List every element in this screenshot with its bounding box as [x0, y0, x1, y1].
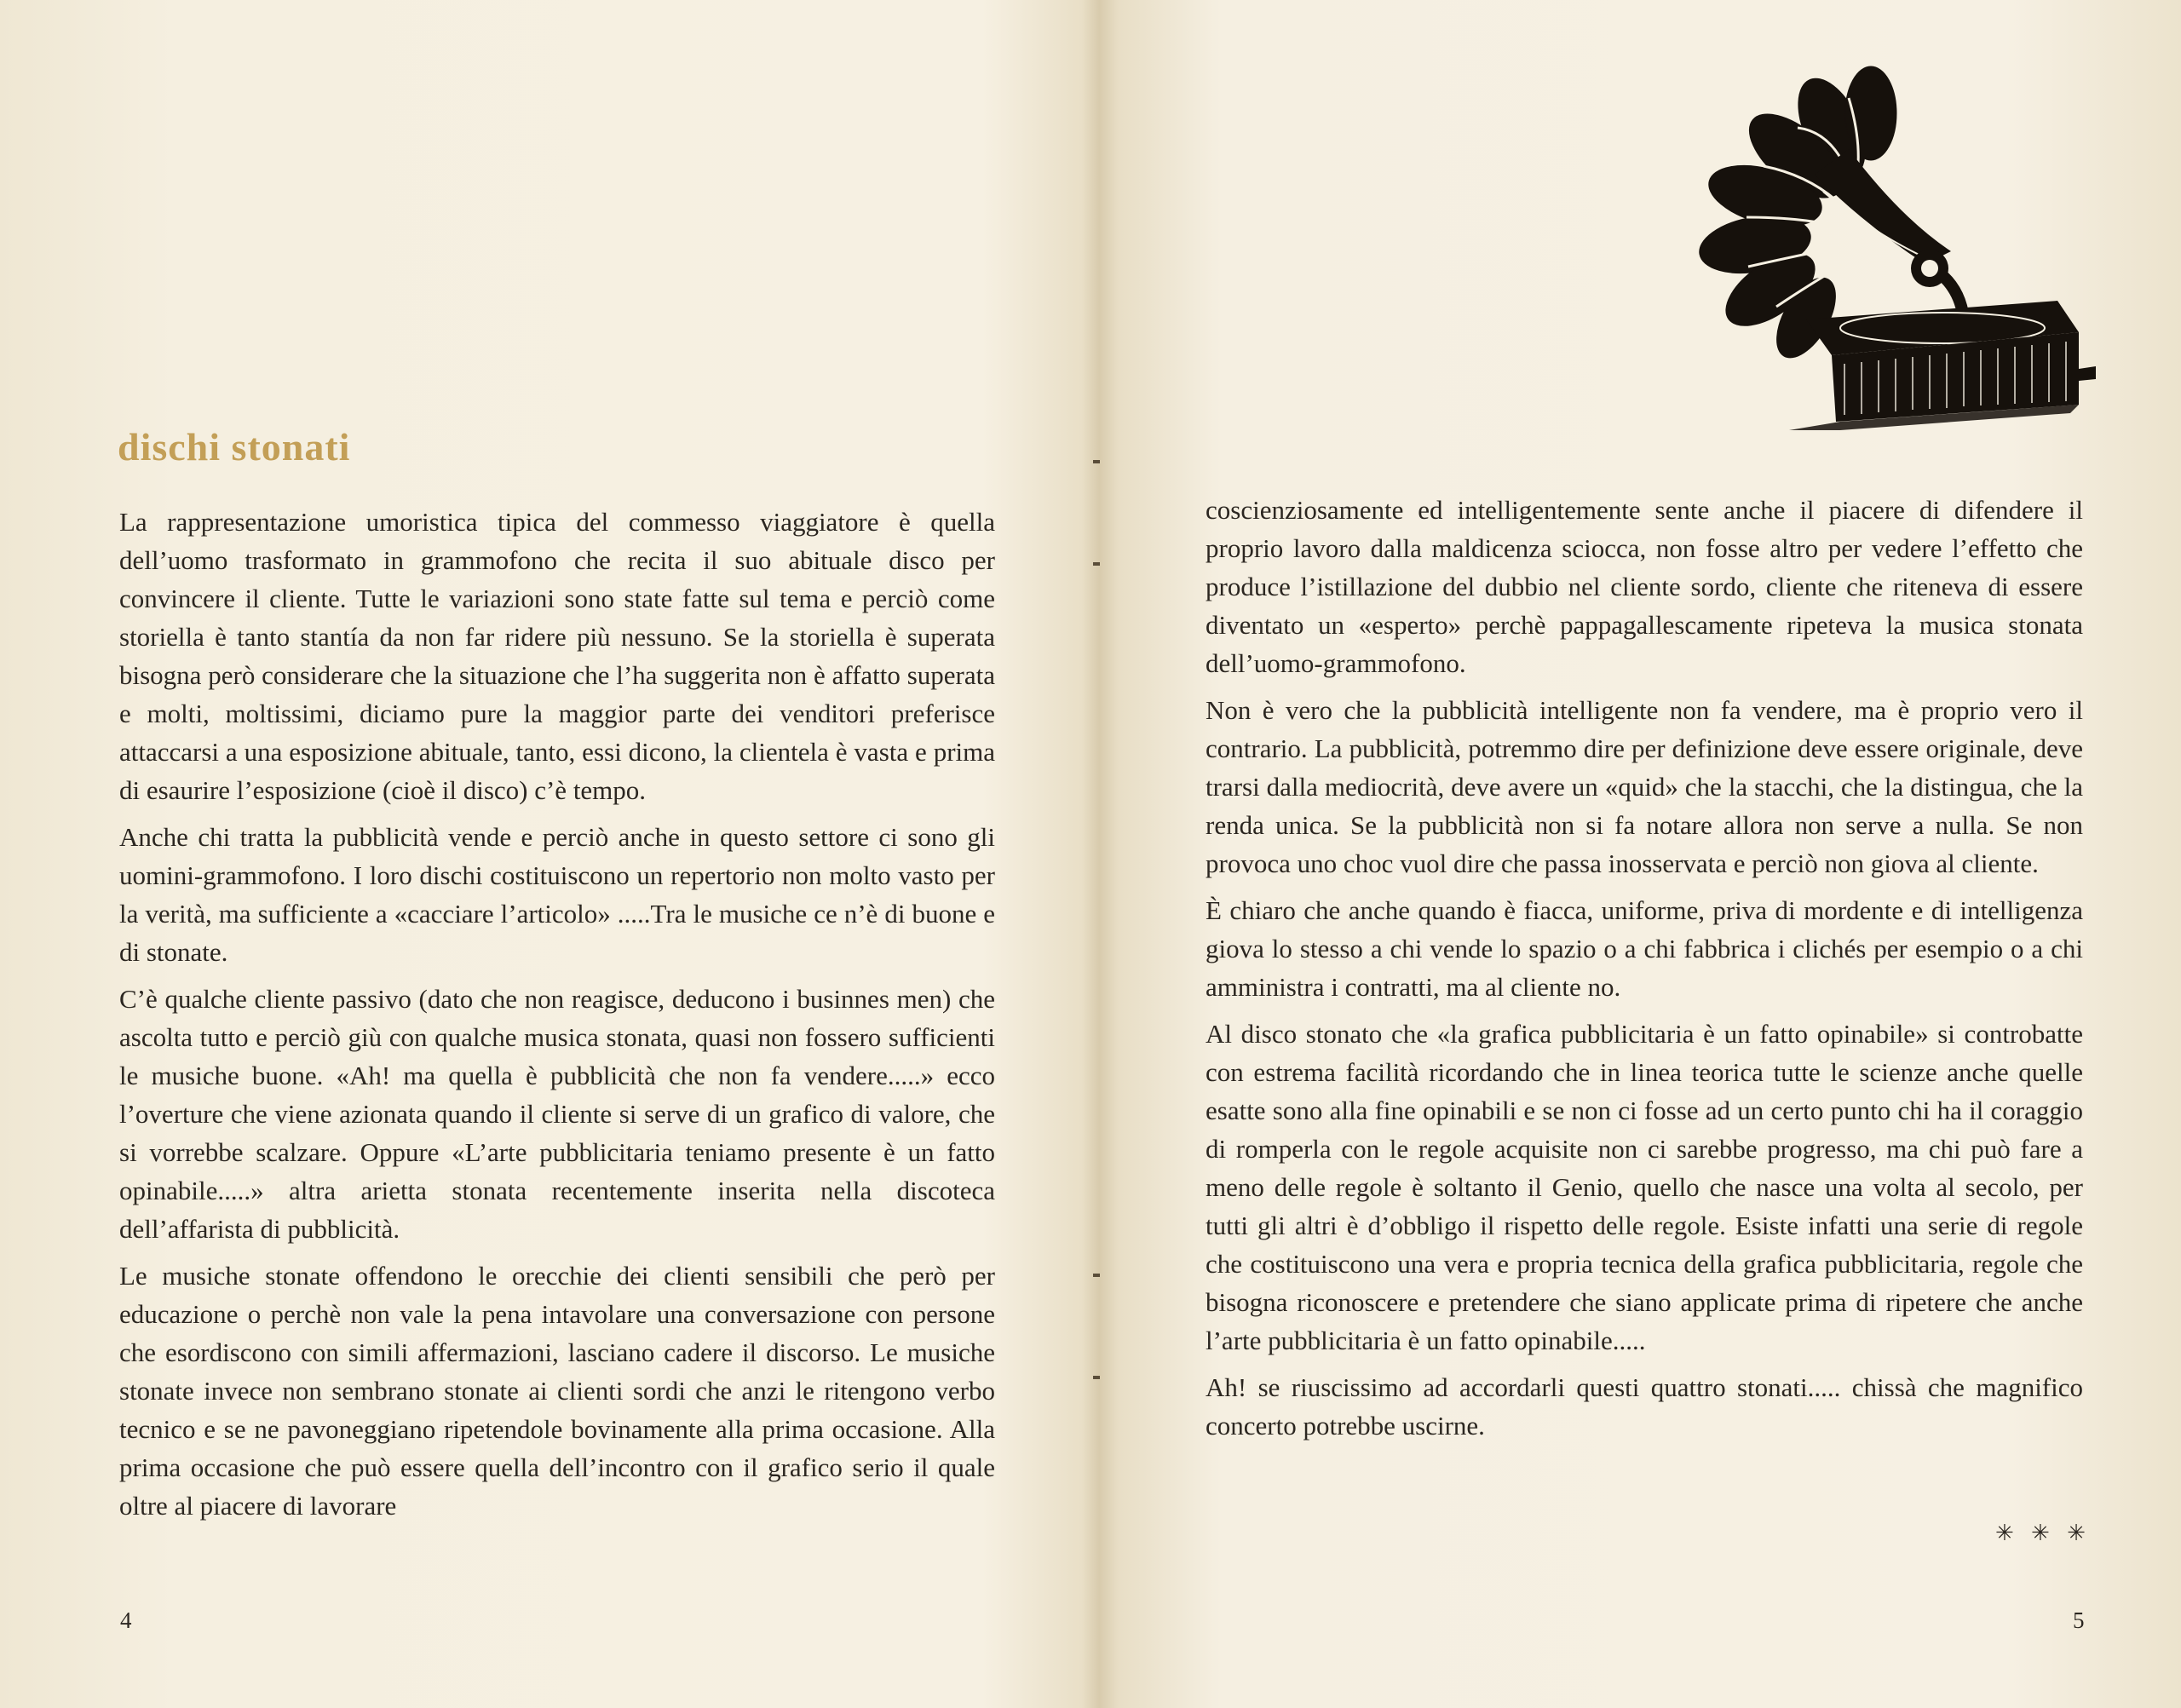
page-number: 4 [120, 1607, 132, 1633]
article-title: dischi stonati [118, 425, 351, 469]
left-page [0, 0, 1082, 1708]
page-number: 5 [2073, 1607, 2085, 1633]
paragraph: Anche chi tratta la pubblicità vende e perciò anche in questo settore ci sono gli uomini-grammofono. I loro dischi costituiscono un repertorio non molto vasto per la verità, ma sufficiente a «cacciare l’articolo» .....Tra le musiche ce n’è di buone e di stonate. [119, 822, 995, 967]
paragraph: coscienziosamente ed intelligentemente sente anche il piacere di difendere il proprio lavoro dalla maldicenza sciocca, non fosse altro per vedere l’effetto che produce l’istillazione del dubbio nel cliente sordo, cliente che riteneva di essere diventato un «esperto» perchè pappagallescamente ripeteva la musica stonata dell’uomo-grammofono. [1206, 495, 2083, 678]
paragraph: È chiaro che anche quando è fiacca, uniforme, priva di mordente e di intelligenza giova lo stesso a chi vende lo spazio o a chi fabbrica i clichés per esempio o a chi amministra i contratti, ma al cliente no. [1206, 895, 2083, 1002]
paragraph: Le musiche stonate offendono le orecchie dei clienti sensibili che però per educazione o perchè non vale la pena intavolare una conversazione con persone che esordiscono con simili affermazioni, lasciano cadere il discorso. Le musiche stonate invece non sembrano stonate ai clienti sordi che anzi le ritengono verbo tecnico e se ne pavoneggiano ripetendole bovinamente alla prima occasione. Alla prima occasione che può essere quella dell’incontro con il grafico serio il quale oltre al piacere di lavorare [119, 1261, 995, 1521]
paragraph: Ah! se riuscissimo ad accordarli questi quattro stonati..... chissà che magnifico concerto potrebbe uscirne. [1206, 1372, 2083, 1441]
paragraph: C’è qualche cliente passivo (dato che non reagisce, deducono i businnes men) che ascolta tutto e perciò giù con qualche musica stonata, quasi non fossero sufficienti le musiche buone. «Ah! ma quella è pubblicità che non fa vendere.....» ecco l’overture che viene azionata quando il cliente si serve di un grafico di valore, che si vorrebbe scalzare. Oppure «L’arte pubblicitaria teniamo presente è un fatto opinabile.....» altra arietta stonata recentemente inserita nella discoteca dell’affarista di pubblicità. [119, 984, 995, 1244]
left-body-text [119, 503, 995, 1533]
gramophone-illustration [1670, 47, 2096, 430]
section-ornament: ✳ ✳ ✳ [1995, 1521, 2091, 1546]
paragraph: La rappresentazione umoristica tipica del commesso viaggiatore è quella dell’uomo trasformato in grammofono che recita il suo abituale disco per convincere il cliente. Tutte le variazioni sono state fatte sul tema e perciò come storiella è tanto stantía da non far ridere più nessuno. Se la storiella è superata bisogna però considerare che la situazione che l’ha suggerita non è affatto superata e molti, moltissimi, diciamo pure la maggior parte dei venditori preferisce attaccarsi a una esposizione abituale, tanto, essi dicono, la clientela è vasta e prima di esaurire l’esposizione (cioè il disco) c’è tempo. [119, 507, 995, 805]
paragraph: Al disco stonato che «la grafica pubblicitaria è un fatto opinabile» si controbatte con estrema facilità ricordando che in linea teorica tutte le scienze anche quelle esatte sono alla fine opinabili e se non ci fosse ad un certo punto chi ha il coraggio di romperla con le regole acquisite non ci sarebbe progresso, ma chi può fare a meno delle regole è soltanto il Genio, quello che nasce una volta al secolo, per tutti gli altri è d’obbligo il rispetto delle regole. Esiste infatti una serie di regole che costituiscono una vera e propria tecnica della grafica pubblicitaria, regole che bisogna riconoscere e pretendere che siano applicate prima di ripetere che anche l’arte pubblicitaria è un fatto opinabile..... [1206, 1019, 2083, 1355]
right-page [1099, 0, 2181, 1708]
paragraph: Non è vero che la pubblicità intelligente non fa vendere, ma è proprio vero il contrario. La pubblicità, potremmo dire per definizione deve essere originale, deve trarsi dalla mediocrità, deve avere un «quid» che la stacchi, che la distingua, che la renda unica. Se la pubblicità non si fa notare allora non serve a nulla. Se non provoca uno choc vuol dire che passa inosservata e perciò non giova al cliente. [1206, 695, 2083, 878]
right-body-text [1206, 491, 2083, 1453]
